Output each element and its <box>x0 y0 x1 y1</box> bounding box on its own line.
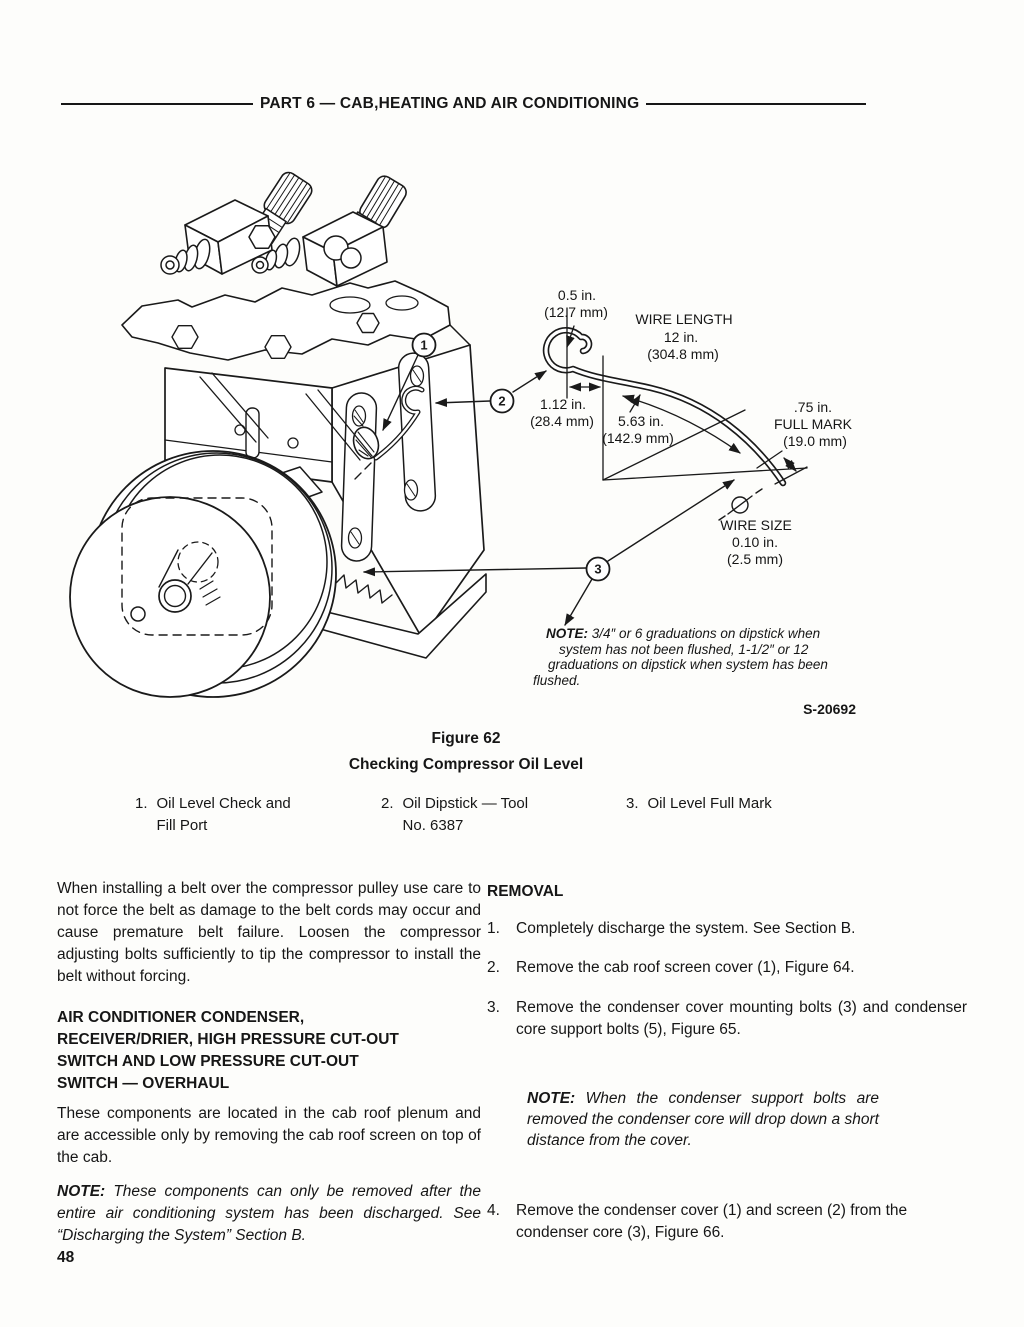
header-rule-right <box>646 103 866 106</box>
callout-3-badge <box>587 558 610 581</box>
page-title: PART 6 — CAB,HEATING AND AIR CONDITIONING <box>260 95 640 112</box>
dim-5.63-line1: 5.63 in. <box>618 413 664 429</box>
dim-0.75-line1: .75 in. <box>793 399 833 415</box>
wire-length-line1: WIRE LENGTH <box>635 311 733 327</box>
wire-length-line3: (304.8 mm) <box>647 346 719 362</box>
dim-0.5-line2: (12.7 mm) <box>544 304 608 320</box>
removal-heading: REMOVAL <box>487 883 564 900</box>
removal-step-2: 2. Remove the cab roof screen cover (1), Figure 64. <box>487 959 855 976</box>
hex-nut <box>249 226 275 249</box>
callout-1-badge <box>413 334 436 357</box>
legend-number: 2. <box>381 795 394 812</box>
wire-size-line3: (2.5 mm) <box>727 551 783 567</box>
wire-size-line1: WIRE SIZE <box>720 517 792 533</box>
legend-text: Oil Level Full Mark <box>647 795 772 812</box>
diagram-note-line3: graduations on dipstick when system has been <box>548 657 828 672</box>
legend-item-1 <box>135 793 291 837</box>
legend-number: 3. <box>626 795 639 812</box>
legend-item-3 <box>626 793 772 815</box>
legend-text: Oil Dipstick — Tool No. 6387 <box>402 795 529 834</box>
callout-2-number: 2 <box>498 393 506 409</box>
hex-bolt <box>265 336 291 359</box>
illustration-code: S-20692 <box>803 701 856 717</box>
removal-step-4: 4. Remove the condenser cover (1) and screen (2) from the condenser core (3), Figure 66. <box>487 1202 908 1241</box>
dim-1.12-line2: (28.4 mm) <box>530 413 594 429</box>
right-note: NOTE: When the condenser support bolts are removed the condenser core will drop down a short distance from the cover. <box>527 1090 879 1149</box>
left-note: NOTE: These components can only be removed after the entire air conditioning system has been discharged. See “Discharging the System” Section B. <box>57 1183 481 1244</box>
page-number: 48 <box>57 1249 75 1266</box>
callout-3-number: 3 <box>594 561 602 577</box>
compressor-pulley <box>70 451 336 697</box>
callout-2-badge <box>491 390 514 413</box>
page-header <box>61 95 866 113</box>
components-location-paragraph: These components are located in the cab roof plenum and are accessible only by removing the cab roof screen on top of the cab. <box>57 1105 481 1166</box>
figure-subtitle: Checking Compressor Oil Level <box>348 756 584 773</box>
belt-install-paragraph: When installing a belt over the compressor pulley use care to not force the belt as damage to the belt cords may occur and cause premature belt failure. Loosen the compressor adjusting bolts sufficiently to tip the compressor to install the belt without forcing. <box>57 880 481 985</box>
legend-item-2 <box>381 793 528 837</box>
note-label: NOTE: <box>57 1183 106 1200</box>
note-label: NOTE: <box>546 626 588 641</box>
full-mark-label: FULL MARK <box>773 416 853 432</box>
wire-size-symbol <box>719 489 762 520</box>
removal-step-3: 3. Remove the condenser cover mounting bolts (3) and condenser core support bolts (5), Figure 65. <box>487 999 967 1038</box>
removal-step-1: 1. Completely discharge the system. See Section B. <box>487 920 856 937</box>
legend-number: 1. <box>135 795 148 812</box>
dim-5.63-line2: (142.9 mm) <box>602 430 674 446</box>
dimension-labels <box>530 287 853 567</box>
diagram-note-line1: NOTE: 3/4″ or 6 graduations on dipstick when <box>546 626 821 641</box>
legend-text: Oil Level Check and Fill Port <box>156 795 291 834</box>
hex-bolt <box>357 314 379 333</box>
header-rule-left <box>61 103 253 106</box>
note-label: NOTE: <box>527 1090 576 1107</box>
dim-0.75-line3: (19.0 mm) <box>783 433 847 449</box>
wire-length-line2: 12 in. <box>663 329 699 345</box>
figure-title: Figure 62 <box>431 730 501 747</box>
diagram-note <box>533 626 863 688</box>
dim-1.12-line1: 1.12 in. <box>540 396 586 412</box>
service-valves <box>122 169 450 360</box>
hex-bolt <box>172 326 198 349</box>
dim-0.5-line1: 0.5 in. <box>557 287 597 303</box>
wire-size-line2: 0.10 in. <box>732 534 778 550</box>
callout-1-number: 1 <box>420 337 428 353</box>
diagram-note-line4: flushed. <box>533 672 581 688</box>
diagram-note-line2: system has not been flushed, 1-1/2″ or 12 <box>559 641 809 657</box>
section-heading: AIR CONDITIONER CONDENSER, RECEIVER/DRIER, HIGH PRESSURE CUT-OUT SWITCH AND LOW PRESSURE CUT-OUT SWITCH — OVERHAUL <box>57 1009 399 1092</box>
